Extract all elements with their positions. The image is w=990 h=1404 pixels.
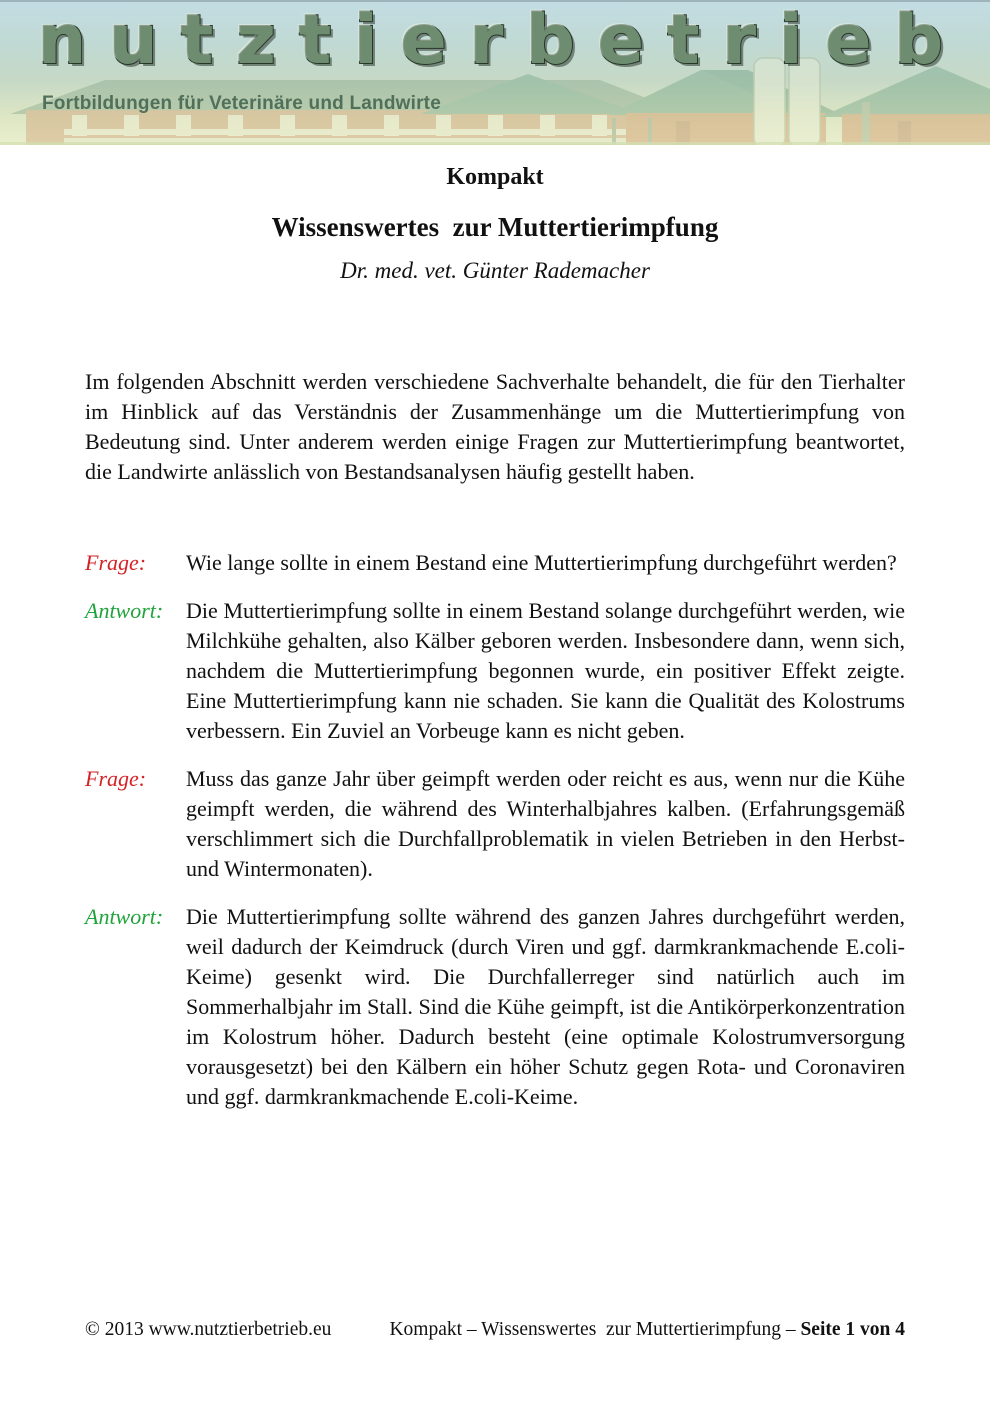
brand-tagline: Fortbildungen für Veterinäre und Landwirte	[42, 93, 441, 114]
question-text: Muss das ganze Jahr über geimpft werden oder reicht es aus, wenn nur die Kühe geimpft werden, die während des Winterhalbjahres kalben. (Erfahrungsgemäß verschlimmert sich die Durchfallproblematik in vielen Betrieben in den Herbst- und Wintermonaten).	[186, 766, 905, 881]
document-title: Wissenswertes zur Muttertierimpfung	[271, 212, 719, 242]
answer-block-1	[85, 596, 905, 746]
page-footer	[0, 1318, 990, 1342]
header-banner	[0, 0, 990, 145]
footer-doc-reference	[389, 1318, 905, 1342]
document-content	[0, 163, 990, 1112]
footer-page-number: Seite 1 von 4	[800, 1319, 905, 1340]
document-kicker: Kompakt	[446, 164, 544, 190]
question-block-1	[85, 548, 905, 578]
question-block-2	[85, 764, 905, 884]
author-byline: Dr. med. vet. Günter Rademacher	[340, 258, 650, 283]
intro-paragraph: Im folgenden Abschnitt werden verschiedene Sachverhalte behandelt, die für den Tierhalter im Hinblick auf das Verständnis der Zusammenhänge um die Muttertierimpfung von Bedeutung sind. Unter anderem werden einige Fragen zur Muttertierimpfung beantwortet, die Landwirte anlässlich von Bestandsanalysen häufig gestellt haben.	[85, 369, 905, 484]
answer-block-2	[85, 902, 905, 1112]
answer-label: Antwort:	[85, 904, 164, 929]
brand-logo: nutztierbetrieb	[38, 1, 967, 80]
qa-section	[85, 548, 905, 1112]
answer-text: Die Muttertierimpfung sollte während des ganzen Jahres durchgeführt werden, weil dadurch der Keimdruck (durch Viren und ggf. darmkrankmachende E.coli-Keime) gesenkt wird. Die Durchfallerreger sind natürlich auch im Sommerhalbjahr im Stall. Sind die Kühe geimpft, ist die Antikörperkonzentration im Kolostrum höher. Dadurch besteht (eine optimale Kolostrumversorgung vorausgesetzt) bei den Kälbern ein höher Schutz gegen Rota- und Coronaviren und ggf. darmkrankmachende E.coli-Keime.	[186, 904, 905, 1109]
question-label: Frage:	[85, 550, 147, 575]
footer-doc-title: Kompakt – Wissenswertes zur Muttertierimpfung –	[389, 1319, 801, 1340]
footer-copyright: © 2013 www.nutztierbetrieb.eu	[85, 1319, 332, 1340]
question-text: Wie lange sollte in einem Bestand eine Muttertierimpfung durchgeführt werden?	[186, 550, 897, 575]
answer-text: Die Muttertierimpfung sollte in einem Bestand solange durchgeführt werden, wie Milchkühe gehalten, also Kälber geboren werden. Insbesondere dann, wenn sich, nachdem die Muttertierimpfung begonnen wurde, ein positiver Effekt zeigte. Eine Muttertierimpfung kann nie schaden. Sie kann die Qualität des Kolostrums verbessern. Ein Zuviel an Vorbeuge kann es nicht geben.	[186, 598, 905, 743]
question-label: Frage:	[85, 766, 147, 791]
answer-label: Antwort:	[85, 598, 164, 623]
